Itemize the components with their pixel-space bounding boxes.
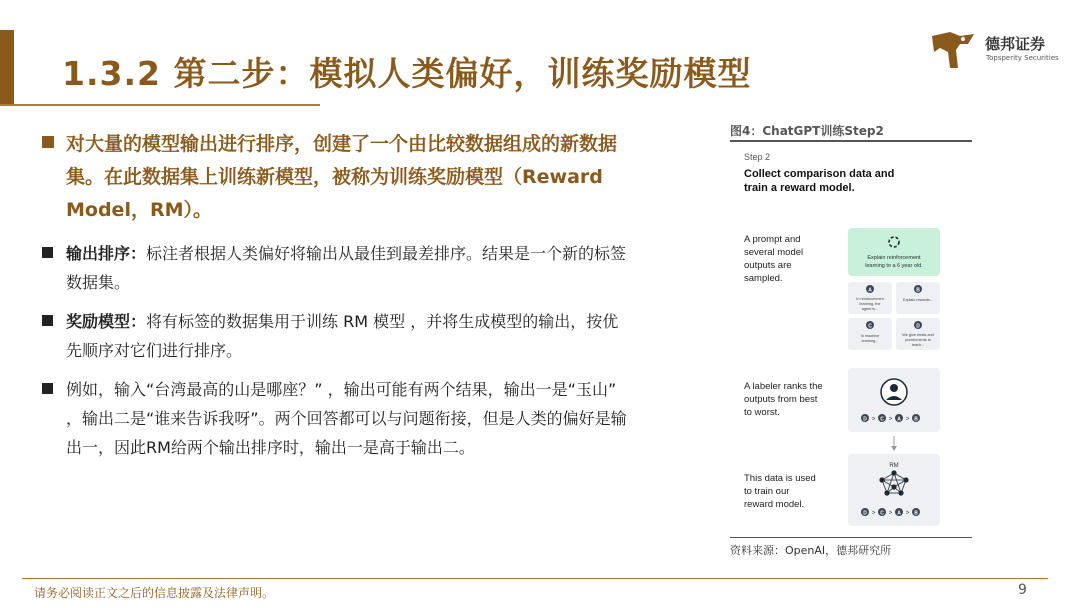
footer-disclaimer: 请务必阅读正文之后的信息披露及法律声明。 (34, 586, 275, 600)
list-item (42, 375, 632, 462)
bullet-term: 奖励模型： (66, 312, 147, 331)
rank-separator: > (905, 416, 910, 423)
list-item (42, 239, 632, 297)
stage2-text-2: outputs from best (744, 394, 818, 405)
title-underline (0, 104, 320, 106)
footer-rule (22, 578, 1048, 579)
output-d-line-2: punishments to (905, 338, 931, 342)
figure-label: 图4：ChatGPT训练Step2 (730, 124, 884, 138)
bullet-text: 将有标签的数据集用于训练 RM 模型 ，并将生成模型的输出，按优先顺序对它们进行排序。 (66, 312, 619, 360)
bullet-paragraph (66, 239, 632, 297)
bullet-paragraph (66, 307, 632, 365)
page-title: 1.3.2 第二步：模拟人类偏好，训练奖励模型 (62, 54, 752, 93)
output-d-line-3: teach... (911, 343, 925, 347)
title-accent-bar (0, 30, 14, 106)
stage1-text-3: outputs are (744, 260, 792, 271)
output-letter-a: A (868, 287, 872, 294)
bullet-square-icon (42, 136, 54, 148)
primary-bullet-text: 对大量的模型输出进行排序，创建了一个由比较数据组成的新数据集。在此数据集上训练新模型，被称为训练奖励模型（Reward Model，RM）。 (66, 133, 618, 221)
rank-letter: B (914, 416, 918, 423)
rank-letter: A (897, 416, 901, 423)
rank-separator: > (888, 510, 893, 517)
output-c-line-2: learning... (861, 339, 879, 343)
stage2-text-1: A labeler ranks the (744, 381, 823, 392)
bullet-square-icon (42, 247, 53, 258)
heading-line-2: train a reward model. (744, 182, 855, 194)
bullet-text: 例如，输入“台湾最高的山是哪座？” ，输出可能有两个结果，输出一是“玉山” ，输出二是“谁来告诉我呀”。两个回答都可以与问题衔接，但是人类的偏好是输出一，因此RM给两个输出排序时，输出一是高于输出二。 (66, 380, 627, 457)
prompt-text-1: Explain reinforcement (867, 255, 921, 261)
stage3-text-2: to train our (744, 486, 790, 497)
list-item (42, 307, 632, 365)
figure-top-rule (730, 140, 972, 142)
labeler-person-icon (881, 379, 907, 405)
figure-bottom-rule (730, 537, 972, 538)
heading-line-1: Collect comparison data and (744, 168, 895, 180)
company-logo (930, 30, 1060, 70)
step2-diagram (734, 146, 966, 536)
output-b-line-1: Explain rewards... (902, 298, 934, 302)
logo-name: 德邦证券 (985, 35, 1046, 53)
rank-letter: B (914, 510, 918, 517)
page-number: 9 (1018, 582, 1027, 598)
output-a-line-3: agent is... (861, 307, 879, 311)
logo-mark-icon (930, 30, 976, 70)
stage1-text-2: several model (744, 247, 804, 258)
stage1-text-1: A prompt and (744, 234, 801, 245)
rank-separator: > (871, 510, 876, 517)
output-a-line-2: learning, the (859, 302, 881, 306)
output-letter-d: D (916, 323, 920, 330)
rank-separator: > (888, 416, 893, 423)
figure-source: 资料来源：OpenAI，德邦研究所 (730, 544, 892, 557)
prompt-text-2: learning to a 6 year old. (865, 263, 923, 269)
bullet-square-icon (42, 383, 53, 394)
rank-letter: C (880, 510, 884, 517)
output-c-line-1: In machine (860, 334, 880, 338)
rank-letter: A (897, 510, 901, 517)
rank-letter: D (863, 416, 867, 423)
output-d-line-1: We give treats and (902, 333, 934, 337)
step-label: Step 2 (744, 152, 771, 162)
bullet-square-icon (42, 315, 53, 326)
rank-letter: C (880, 416, 884, 423)
stage2-text-3: to worst. (744, 407, 780, 418)
logo-subtitle: Topsperity Securities (986, 54, 1059, 62)
primary-bullet (42, 128, 632, 227)
content-bullets (42, 128, 632, 472)
bullet-paragraph (66, 375, 632, 462)
bullet-term: 输出排序： (66, 244, 147, 263)
stage3-text-1: This data is used (744, 473, 816, 484)
rm-label: RM (889, 463, 899, 469)
down-arrow-icon (891, 436, 897, 451)
rank-separator: > (905, 510, 910, 517)
stage3-text-3: reward model. (744, 499, 805, 510)
output-letter-c: C (868, 323, 872, 330)
bullet-text: 标注者根据人类偏好将输出从最佳到最差排序。结果是一个新的标签数据集。 (66, 244, 627, 292)
rank-separator: > (871, 416, 876, 423)
rank-letter: D (863, 510, 867, 517)
stage1-text-4: sampled. (744, 273, 783, 284)
output-letter-b: B (916, 287, 920, 294)
output-a-line-1: In reinforcement (856, 297, 884, 301)
